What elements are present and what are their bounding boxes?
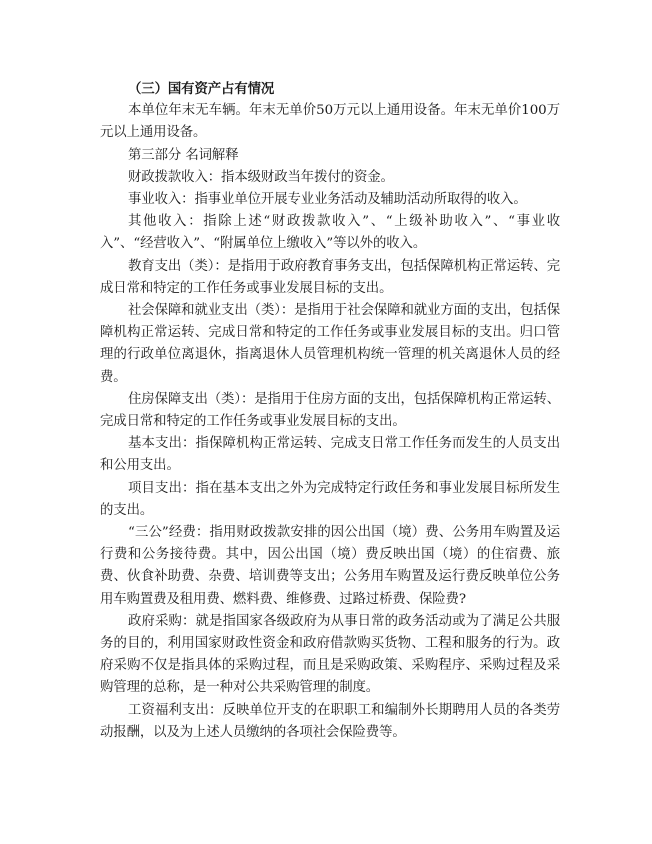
paragraph-government-procurement: 政府采购：就是指国家各级政府为从事日常的政务活动或为了满足公共服务的目的，利用国家财政性资金和政府借款购买货物、工程和服务的行为。政府采购不仅是指具体的采购过程，而且是采购政策、采购程序、采购过程及采购管理的总称，是一种对公共采购管理的制度。 [100,613,560,696]
paragraph-other-income: 其他收入：指除上述“财政拨款收入”、“上级补助收入”、“事业收入”、“经营收入”、“附属单位上缴收入”等以外的收入。 [100,214,560,252]
paragraph-three-public-expenses: “三公”经费：指用财政拨款安排的因公出国（境）费、公务用车购置及运行费和公务接待费。其中，因公出国（境）费反映出国（境）的住宿费、旅费、伙食补助费、杂费、培训费等支出；公务用车购置及运行费反映单位公务用车购置费及租用费、燃料费、维修费、过路过桥费、保险费? [100,525,560,607]
paragraph-project-expense: 项目支出：指在基本支出之外为完成特定行政任务和事业发展目标所发生的支出。 [100,480,560,518]
paragraph-housing-expense: 住房保障支出（类）：是指用于住房方面的支出，包括保障机构正常运转、完成日常和特定的工作任务或事业发展目标的支出。 [100,391,560,430]
paragraph-assets: 本单位年末无车辆。年末无单价50万元以上通用设备。年末无单价100万元以上通用设备。 [100,103,560,141]
paragraph-social-security-expense: 社会保障和就业支出（类）：是指用于社会保障和就业方面的支出，包括保障机构正常运转、完成日常和特定的工作任务或事业发展目标的支出。归口管理的行政单位离退休，指离退休人员管理机构统一管理的机关离退休人员的经费。 [100,303,560,385]
paragraph-fiscal-income: 财政拨款收入：指本级财政当年拨付的资金。 [128,169,394,185]
document-body [100,78,560,744]
paragraph-basic-expense: 基本支出：指保障机构正常运转、完成支日常工作任务而发生的人员支出和公用支出。 [100,436,560,474]
paragraph-salary-welfare: 工资福利支出：反映单位开支的在职职工和编制外长期聘用人员的各类劳动报酬，以及为上述人员缴纳的各项社会保险费等。 [100,702,560,740]
section-heading: （三）国有资产占有情况 [128,81,275,97]
paragraph-business-income: 事业收入：指事业单位开展专业业务活动及辅助活动所取得的收入。 [128,192,527,208]
part-three-title: 第三部分 名词解释 [128,147,239,163]
paragraph-education-expense: 教育支出（类）：是指用于政府教育事务支出，包括保障机构正常运转、完成日常和特定的工作任务或事业发展目标的支出。 [100,258,560,296]
